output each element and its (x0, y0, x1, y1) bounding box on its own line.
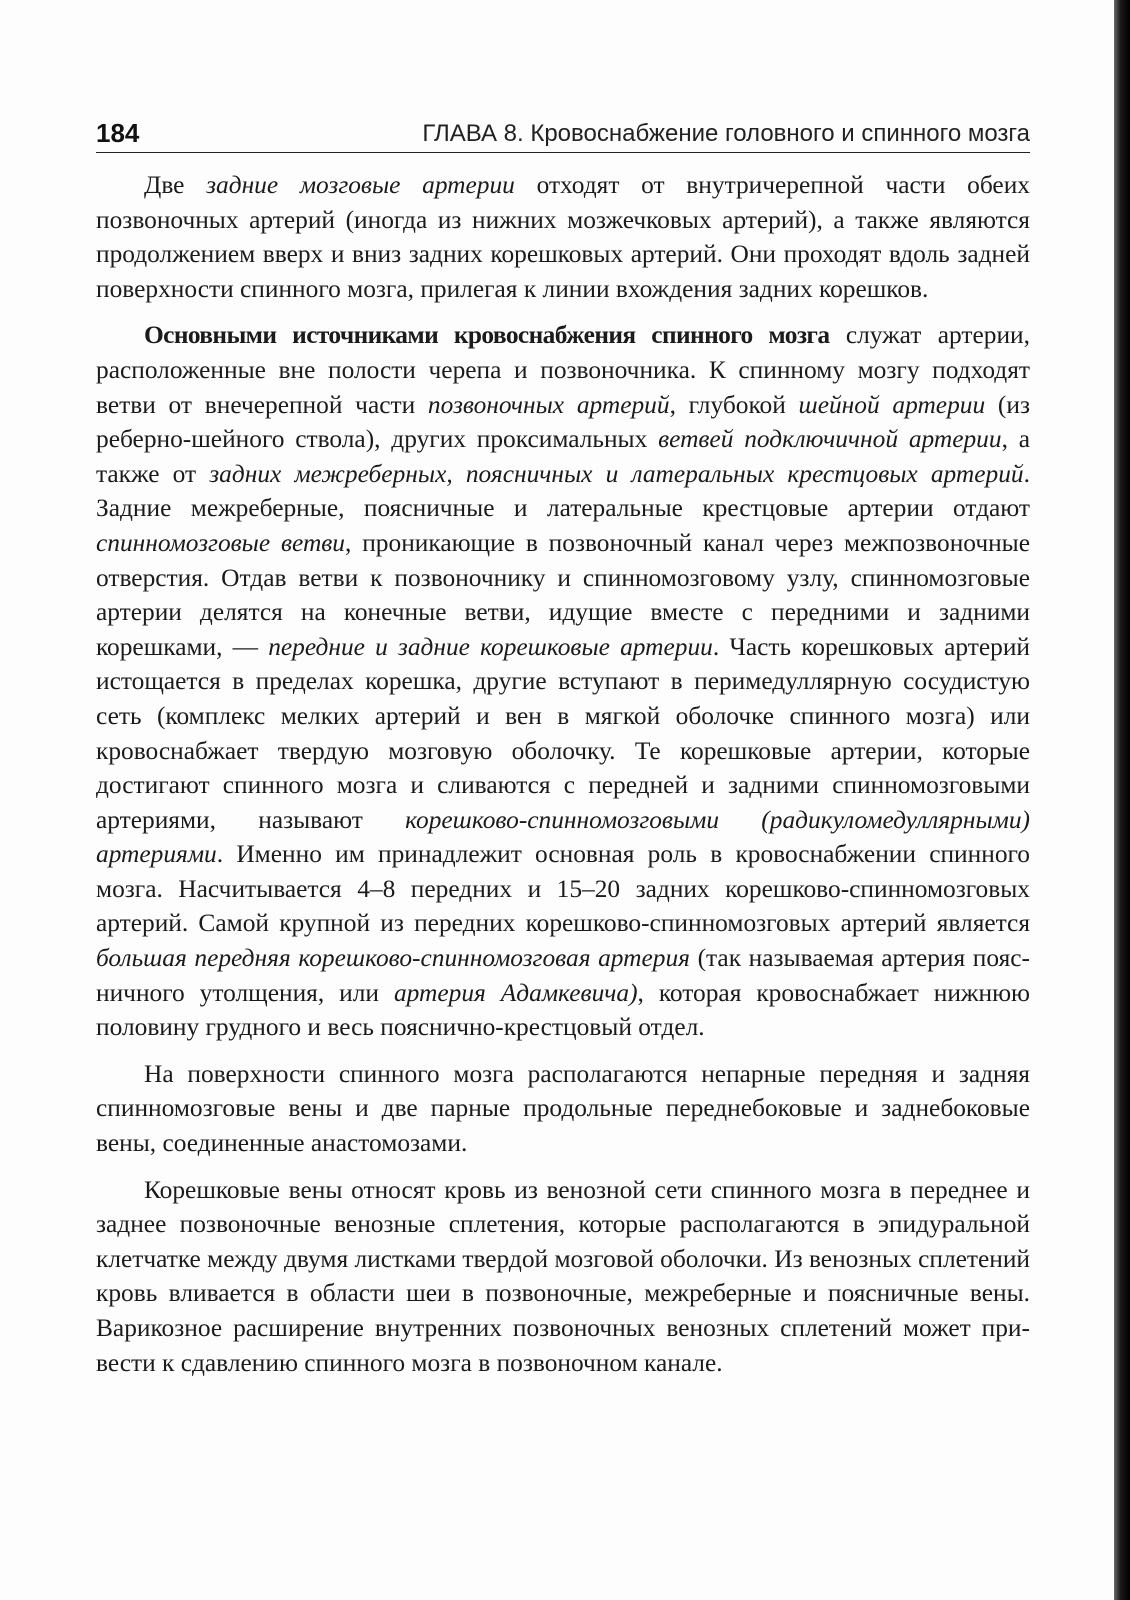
paragraph (96, 1173, 1030, 1381)
text-run: отходят от внутричерепной части обеих позвоночных артерий (иногда из нижних мозжечковых артерий), а также являются продолжением вверх и вниз задних корешковых артерий. Они проходят вдоль задней поверхности спинного мозга, прилегая к линии вхождения задних корешков. (96, 171, 1030, 303)
text-run: . Задние межреберные, поясничные и латеральные крестцовые артерии отдают (96, 459, 1030, 523)
text-run: , глубокой (669, 390, 799, 419)
page-number: 184 (96, 118, 140, 148)
text-run: . Часть корешковых артерий истощается в пределах корешка, другие вступают в перимедуллярную сосудистую сеть (комплекс мелких артерий и вен в мягкой оболочке спинного мозга) или кровоснабжает твердую мозговую оболочку. Те корешковые артерии, которые достигают спинного мозга и сливаются с передней и задними спинномозговыми артериями, называют (96, 632, 1031, 834)
text-run: (так называемая артерия поясничного утолщения, или (96, 944, 1030, 1007)
text-run: На поверхности спинного мозга располагаются непарные передняя и задняя спинномозговые вены и две парные продольные переднебоковые и заднебоковые вены, соединенные анастомозами. (96, 1059, 1030, 1158)
italic-text-run: артерия Адамкевича) (393, 978, 638, 1007)
italic-text-run: шейной артерии (798, 390, 986, 419)
italic-text-run: корешково-спинномозговыми (радикуломедуллярными) артериями (96, 805, 1030, 869)
text-run: . Именно им принадлежит основная роль в кровоснабжении спинного мозга. Насчитывается 4–8 передних и 15–20 задних корешково-спинномозговых артерий. Самой крупной из передних корешково-спинномозговых артерий является (96, 840, 1030, 938)
italic-text-run: ветвей подключичной артерии (658, 425, 1002, 454)
italic-text-run: спинномозговые ветви (96, 528, 346, 557)
bold-text-run: Основными источниками кровоснабжения спинного мозга (144, 321, 830, 350)
paragraph (96, 168, 1030, 306)
page-header (96, 112, 1030, 153)
text-run: служат артерии, расположенные вне полости черепа и позвоночника. К спинному мозгу подходят ветви от внечерепной части (96, 321, 1030, 419)
text-run: , которая кровоснабжает нижнюю половину грудного и весь пояснично-крестцовый отдел. (96, 978, 1031, 1042)
text-run: , проникающие в позвоночный канал через межпозвоночные отверстия. Отдав ветви к позвоночнику и спинномозговому узлу, спинномозговые артерии делятся на конечные ветви, идущие вместе с передними и задними корешками, — (96, 528, 1031, 661)
scan-edge-shadow (1114, 0, 1130, 1600)
italic-text-run: передние и задние корешковые артерии (268, 632, 713, 661)
italic-text-run: задних межреберных, поясничных и латеральных крестцовых артерий (209, 459, 1024, 488)
italic-text-run: позвоночных артерий (427, 390, 670, 419)
paragraph (96, 318, 1030, 1044)
italic-text-run: задние мозговые артерии (206, 171, 515, 199)
text-run: (из реберно-шейного ствола), других проксимальных (96, 390, 1030, 454)
italic-text-run: большая передняя корешково-спинномозговая артерия (96, 944, 690, 973)
text-run: Корешковые вены относят кровь из венозной сети спинного мозга в переднее и заднее позвоночные венозные сплетения, которые располагаются в эпидуральной клетчатке между двумя листками твердой мозговой оболочки. Из венозных сплетений кровь вливается в области шеи в позвоночные, межреберные и поясничные вены. Варикозное расширение внутренних позвоночных венозных сплетений может привести к сдавлению спинного мозга в позвоночном канале. (96, 1175, 1031, 1377)
running-title: ГЛАВА 8. Кровоснабжение головного и спинного мозга (422, 120, 1030, 147)
paragraph (96, 1057, 1030, 1161)
body-text (96, 168, 1030, 1392)
text-run: Две (144, 171, 207, 199)
text-run: , а также от (96, 425, 1030, 488)
